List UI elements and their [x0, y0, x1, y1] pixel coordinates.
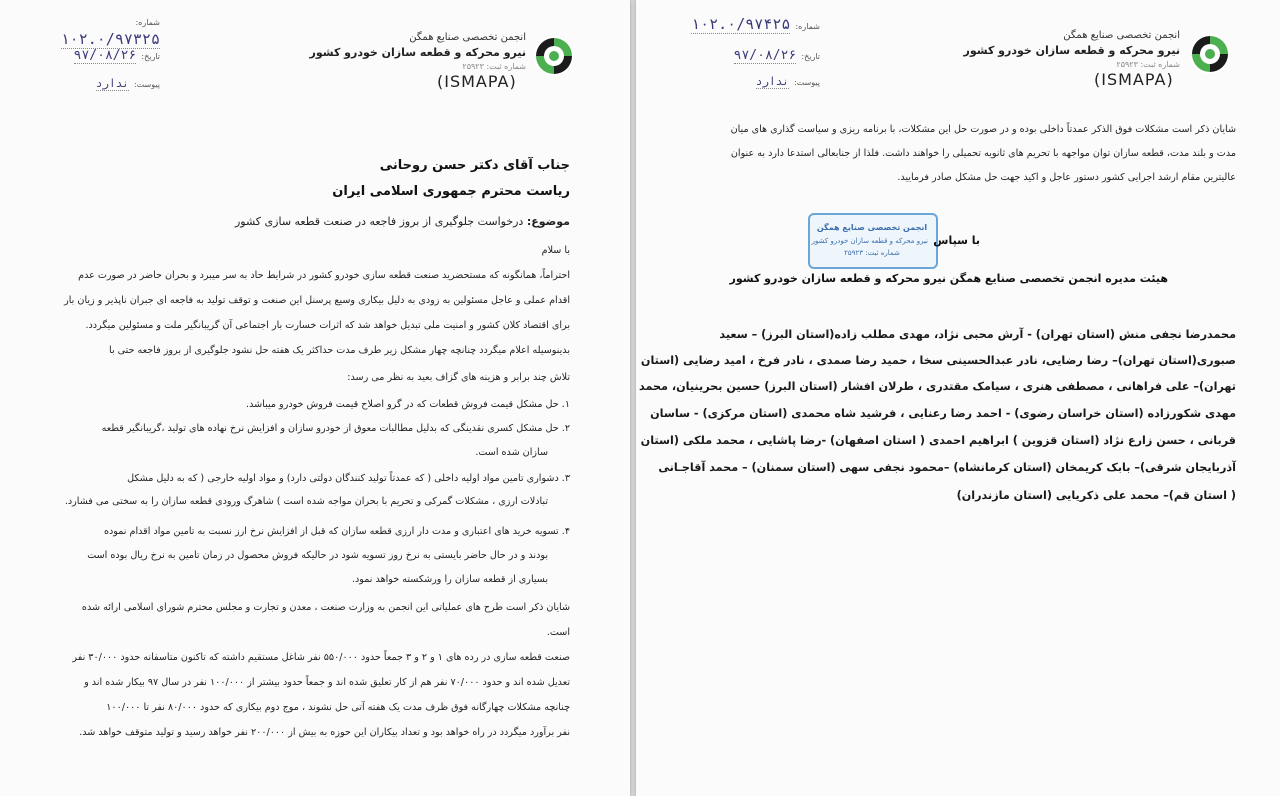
list-item: ۴. تسویه خرید های اعتباری و مدت دار ارزی قطعه سازان که قبل از افزایش نرخ ارز نسبت به تامین مواد اقدام نموده: [103, 526, 570, 537]
para1-line: تلاش چند برابر و هزینه های گزاف بعید به نظر می رسد:: [347, 372, 570, 383]
number-label: شماره:: [795, 22, 820, 31]
number-value: ۱۰۲.۰/۹۷۳۲۵: [60, 30, 160, 48]
subject-label: موضوع:: [526, 215, 570, 228]
members-line: صبوری(استان تهران)– رضا رضایی، نادر عبدالحسینی سخا ، حمید رضا صمدی ، نادر فرخ ، امید رضایی (استان: [640, 354, 1236, 367]
letter-number-field: [40, 10, 160, 48]
para3-line: نفر برآورد میگردد در راه خواهد بود و تعداد بیکاران این حوزه به بیش از ۲۰۰/۰۰۰ نفر خواهد رسید و تولید متوقف خواهد شد.: [79, 727, 570, 738]
para2-line: است.: [546, 627, 570, 638]
closing-thanks: با سپاس: [933, 234, 980, 247]
para3-line: صنعت قطعه سازی در رده های ۱ و ۲ و ۳ جمعاً حدود ۵۵۰/۰۰۰ نفر شاغل مستقیم داشته که تاکنون متاسفانه حدود ۳۰/۰۰۰ نفر: [72, 652, 570, 663]
intro-line: عالیترین مقام ارشد اجرایی کشور دستور عاجل و اکید جهت حل مشکل صادر فرمایید.: [897, 172, 1236, 183]
attachment-value: ندارد: [755, 75, 789, 88]
members-line: قربانی ، حسن زارع نژاد (استان قزوین ) ابراهیم احمدی ( استان اصفهان) -رضا پاشایی ، محمد ملکی (استان: [640, 434, 1236, 447]
para1-line: برای اقتصاد کلان کشور و امنیت ملی تبدیل خواهد شد که اثرات خسارت بار اجتماعی آن گریبانگیر ملت و مسئولین میگردد.: [85, 320, 570, 331]
org-acronym: (ISMAPA): [1094, 70, 1174, 89]
para1-line: احتراماً، همانگونه که مستحضرید صنعت قطعه سازی خودرو کشور در شرایط حاد به سر میبرد و بحران حاضر در صورت عدم: [78, 270, 570, 281]
letter-page-2: [636, 0, 1280, 796]
date-value: ۹۷/۰۸/۲۶: [73, 48, 137, 63]
greeting: با سلام: [541, 245, 570, 256]
organization-stamp: انجمن تخصصی صنایع همگن نیرو محرکه و قطعه سازان خودرو کشور شماره ثبت: ۲۵۹۲۳: [808, 213, 938, 269]
list-item: ۲. حل مشکل کسری نقدینگی که بدلیل مطالبات معوق از خودرو سازان و افزایش نرخ نهاده های تولید ،گریبانگیر قطعه: [101, 423, 570, 434]
addressee-name: جناب آقای دکتر حسن روحانی: [379, 158, 570, 173]
para1-line: اقدام عملی و عاجل مسئولین به زودی به دلیل بیکاری وسیع پرسنل این صنعت و توقف تولید به فاجعه ای جبران ناپذیر و زیان بار: [64, 295, 570, 306]
members-line: تهران)– علی فراهانی ، مصطفی هنری ، سیامک مقتدری ، طرلان افشار (استان البرز) حسین بحرینیان، محمد: [639, 380, 1236, 393]
addressee-title: ریاست محترم جمهوری اسلامی ایران: [332, 184, 570, 199]
para3-line: چنانچه مشکلات چهارگانه فوق ظرف مدت یک هفته آتی حل نشوند ، موج دوم بیکاری که حدود ۸۰/۰۰۰ نفر تا ۱۰۰/۰۰۰: [106, 702, 570, 713]
para3-line: تعدیل شده اند و حدود ۷۰/۰۰۰ نفر هم از کار تعلیق شده اند و جمعاً حدود بیشتر از ۱۰۰/۰۰۰ نفر در سال ۹۷ بیکار شده اند و: [84, 677, 570, 688]
attachment-value: ندارد: [95, 77, 129, 90]
letter-page-1: [0, 0, 630, 796]
list-item: ۳. دشواری تامین مواد اولیه داخلی ( که عمدتاً تولید کنندگان دولتی دارد) و مواد اولیه خارجی ( که به دلیل مشکل: [127, 473, 570, 484]
registration-number: شماره ثبت: ۲۵۹۲۳: [1116, 60, 1180, 69]
date-label: تاریخ:: [801, 52, 820, 61]
list-item: ۱. حل مشکل قیمت فروش قطعات که در گرو اصلاح قیمت فروش خودرو میباشد.: [246, 399, 570, 410]
number-label: شماره:: [135, 18, 160, 27]
para2-line: شایان ذکر است طرح های عملیاتی این انجمن به وزارت صنعت ، معدن و تجارت و مجلس محترم شورای اسلامی ارائه شده: [81, 602, 570, 613]
subject-text: درخواست جلوگیری از بروز فاجعه در صنعت قطعه سازی کشور: [235, 215, 524, 228]
members-line: ( استان قم)– محمد علی ذکریایی (استان مازندران): [956, 489, 1236, 502]
org-name-line1: انجمن تخصصی صنایع همگن: [409, 32, 526, 43]
date-label: تاریخ:: [141, 52, 160, 61]
org-name-line2: نیرو محرکه و قطعه سازان خودرو کشور: [309, 46, 526, 59]
registration-number: شماره ثبت: ۲۵۹۲۳: [462, 62, 526, 71]
org-name-line1: انجمن تخصصی صنایع همگن: [1063, 30, 1180, 41]
ismapa-logo-icon: [1186, 30, 1234, 78]
list-item-continuation: بودند و در حال حاضر بایستی به نرخ روز تسویه شود در حالیکه فروش محصول در زمان تامین به نرخ ریال بوده است: [87, 550, 548, 561]
letter-date-field: [690, 44, 820, 63]
attachment-label: پیوست:: [793, 78, 820, 87]
subject-line: [235, 215, 570, 228]
list-item-continuation: سازان شده است.: [475, 447, 548, 458]
members-line: محمدرضا نجفی منش (استان تهران) - آرش محبی نژاد، مهدی مطلب زاده(استان البرز) – سعید: [719, 328, 1236, 341]
para1-line: بدینوسیله اعلام میگردد چنانچه چهار مشکل زیر طرف مدت حداکثر یک هفته حل نشود جلوگیری از بروز فاجعه حتی با: [109, 345, 570, 356]
ismapa-logo-icon: [530, 32, 578, 80]
intro-line: شایان ذکر است مشکلات فوق الذکر عمدتاً داخلی بوده و در صورت حل این مشکلات، با برنامه ریزی و سیاست گذاری های میان: [730, 124, 1236, 135]
list-item-continuation: بسیاری از قطعه سازان را ورشکسته خواهد نمود.: [351, 574, 548, 585]
org-acronym: (ISMAPA): [437, 72, 517, 91]
letter-date-field: [40, 44, 160, 63]
members-line: آذربایجان شرقی)– بابک کریمخان (استان کرمانشاه) –محمود نجفی سهی (استان سمنان) – محمد آقاجـانی: [658, 461, 1236, 474]
members-line: مهدی شکورزاده (استان خراسان رضوی) - احمد رضا رعنایی ، فرشید شاه محمدی (استان مرکزی) - ساسان: [650, 407, 1236, 420]
date-value: ۹۷/۰۸/۲۶: [733, 48, 797, 63]
letter-attachment-field: [40, 72, 160, 91]
org-name-line2: نیرو محرکه و قطعه سازان خودرو کشور: [963, 44, 1180, 57]
attachment-label: پیوست:: [133, 80, 160, 89]
letter-number-field: [690, 14, 820, 33]
board-title: هیئت مدیره انجمن تخصصی صنایع همگن نیرو محرکه و قطعه سازان خودرو کشور: [729, 272, 1168, 285]
number-value: ۱۰۲.۰/۹۷۴۲۵: [691, 15, 791, 33]
list-item-continuation: تبادلات ارزی ، مشکلات گمرکی و تحریم با بحران مواجه شده است ) شاهرگ ورودی قطعه سازان را به سختی می فشارد.: [64, 496, 548, 507]
intro-line: مدت و بلند مدت، قطعه سازان توان مواجهه با تحریم های ثانویه تحمیلی را خواهند داشت. فلذا از جنابعالی استدعا دارد به عنوان: [730, 148, 1236, 159]
letter-attachment-field: [690, 70, 820, 89]
